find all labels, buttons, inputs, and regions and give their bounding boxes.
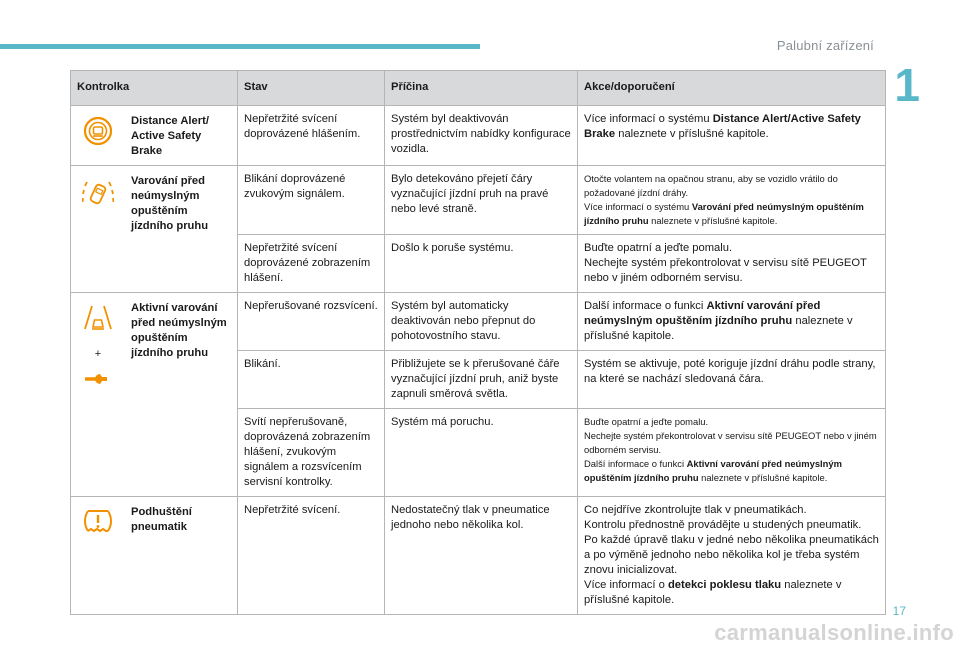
stav-cell: Nepřetržité svícení. xyxy=(238,497,385,615)
akce-cell: Co nejdříve zkontrolujte tlak v pneumatikách. Kontrolu přednostně provádějte u studených pneumatik. Po každé úpravě tlaku v jedné nebo několika pneumatikách a po výměně jednoho nebo několika kol je třeba systém znovu inicializovat. Více informací o detekci poklesu tlaku naleznete v příslušné kapitole. xyxy=(578,497,886,615)
stav-cell: Svítí nepřerušovaně, doprovázená zobrazením hlášení, zvukovým signálem a rozsvícením servisní kontrolky. xyxy=(238,409,385,497)
pricina-cell: Systém byl deaktivován prostřednictvím nabídky konfigurace vozidla. xyxy=(385,106,578,166)
pricina-cell: Nedostatečný tlak v pneumatice jednoho nebo několika kol. xyxy=(385,497,578,615)
plus-sign: + xyxy=(94,348,102,360)
table-row xyxy=(71,106,886,166)
icon-cell xyxy=(71,497,126,615)
pricina-cell: Došlo k poruše systému. xyxy=(385,235,578,293)
icon-cell xyxy=(71,166,126,293)
stav-cell: Nepřetržité svícení doprovázené zobrazením hlášení. xyxy=(238,235,385,293)
pricina-cell: Systém byl automaticky deaktivován nebo přepnut do pohotovostního stavu. xyxy=(385,293,578,351)
lane-departure-icon xyxy=(75,176,121,210)
pricina-cell: Přibližujete se k přerušované čáře vyznačující jízdní pruh, aniž byste zapnuli směrová světla. xyxy=(385,351,578,409)
akce-cell: Buďte opatrní a jeďte pomalu. Nechejte systém překontrolovat v servisu sítě PEUGEOT nebo v jiném odborném servisu. Další informace o funkci Aktivní varování před neúmyslným opuštěním jízdního pruhu naleznete v příslušné kapitole. xyxy=(578,409,886,497)
warning-lights-table xyxy=(70,70,886,615)
table-header-row xyxy=(71,71,886,106)
wrench-icon xyxy=(75,372,121,386)
distance-alert-icon xyxy=(75,116,121,146)
header-kontrolka: Kontrolka xyxy=(71,71,238,106)
accent-bar xyxy=(0,44,480,49)
pricina-cell: Systém má poruchu. xyxy=(385,409,578,497)
tyre-pressure-icon xyxy=(75,507,121,535)
light-name: Distance Alert/ Active Safety Brake xyxy=(125,106,238,166)
active-lane-assist-icon xyxy=(75,303,121,333)
akce-cell: Další informace o funkci Aktivní varování před neúmyslným opuštěním jízdního pruhu naleznete v příslušné kapitole. xyxy=(578,293,886,351)
stav-cell: Blikání. xyxy=(238,351,385,409)
page-number: 17 xyxy=(892,604,906,618)
section-title: Palubní zařízení xyxy=(776,38,874,53)
icon-cell xyxy=(71,293,126,497)
stav-cell: Blikání doprovázené zvukovým signálem. xyxy=(238,166,385,235)
akce-cell: Systém se aktivuje, poté koriguje jízdní dráhu podle strany, na které se nachází sledovaná čára. xyxy=(578,351,886,409)
akce-cell: Buďte opatrní a jeďte pomalu. Nechejte systém překontrolovat v servisu sítě PEUGEOT nebo v jiném odborném servisu. xyxy=(578,235,886,293)
icon-cell xyxy=(71,106,126,166)
pricina-cell: Bylo detekováno přejetí čáry vyznačující jízdní pruh na pravé nebo levé straně. xyxy=(385,166,578,235)
header-stav: Stav xyxy=(238,71,385,106)
header-akce: Akce/doporučení xyxy=(578,71,886,106)
akce-cell: Otočte volantem na opačnou stranu, aby se vozidlo vrátilo do požadované jízdní dráhy. Více informací o systému Varování před neúmyslným opuštěním jízdního pruhu naleznete v příslušné kapitole. xyxy=(578,166,886,235)
stav-cell: Nepřetržité svícení doprovázené hlášením. xyxy=(238,106,385,166)
light-name: Podhuštění pneumatik xyxy=(125,497,238,615)
stav-cell: Nepřerušované rozsvícení. xyxy=(238,293,385,351)
light-name: Varování před neúmyslným opuštěním jízdního pruhu xyxy=(125,166,238,293)
akce-cell: Více informací o systému Distance Alert/Active Safety Brake naleznete v příslušné kapitole. xyxy=(578,106,886,166)
watermark: carmanualsonline.info xyxy=(714,620,954,645)
chapter-number: 1 xyxy=(894,59,920,111)
light-name: Aktivní varování před neúmyslným opuštěním jízdního pruhu xyxy=(125,293,238,497)
table-row xyxy=(71,293,886,351)
table-row xyxy=(71,166,886,235)
header-pricina: Příčina xyxy=(385,71,578,106)
table-row xyxy=(71,497,886,615)
